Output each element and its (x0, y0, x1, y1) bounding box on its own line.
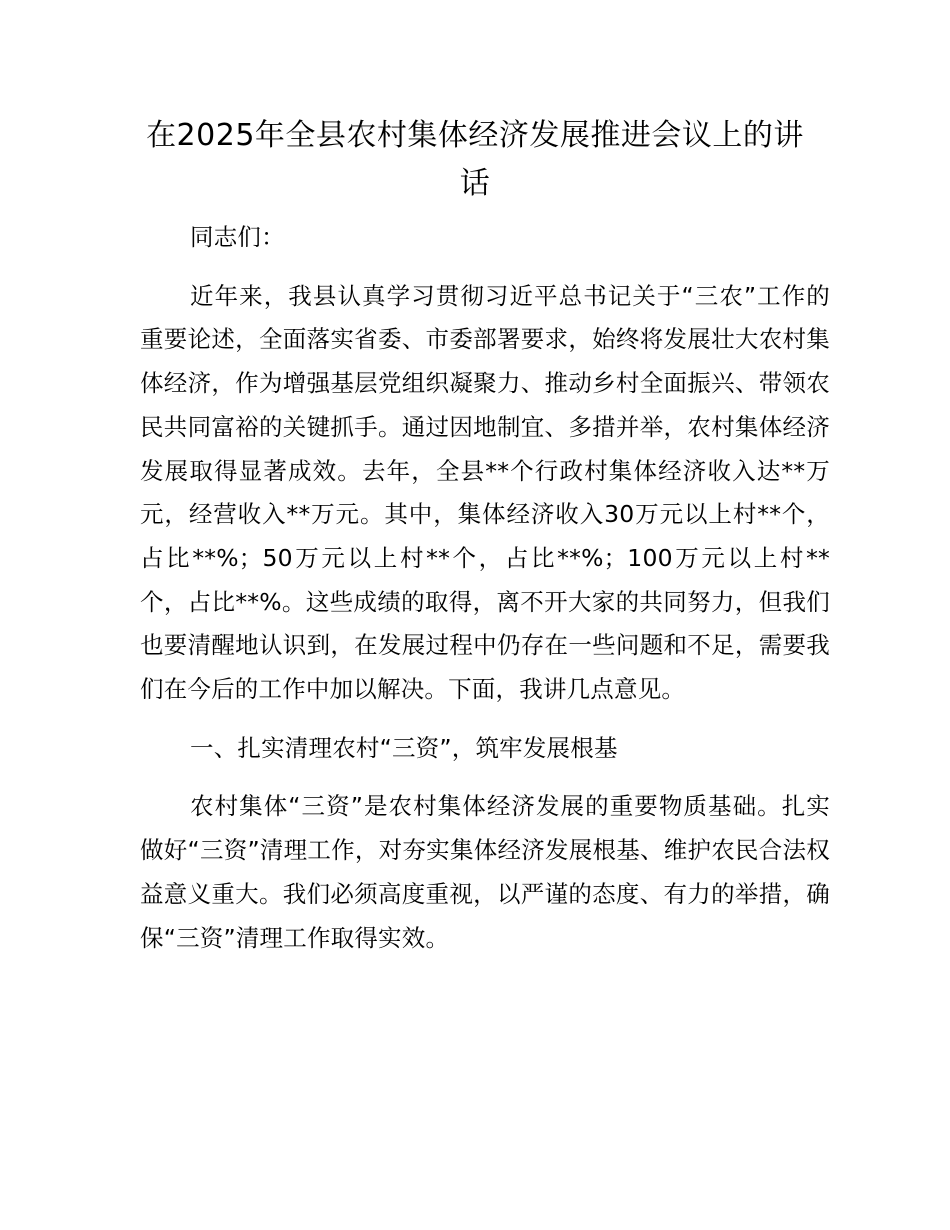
page-title: 在2025年全县农村集体经济发展推进会议上的讲话 (146, 118, 804, 201)
paragraph-section-1: 农村集体“三资”是农村集体经济发展的重要物质基础。扎实做好“三资”清理工作，对夯实集体经济发展根基、维护农民合法权益意义重大。我们必须高度重视，以严谨的态度、有力的举措，确保“三资”清理工作取得实效。 (140, 792, 830, 952)
document-body (140, 216, 830, 975)
salutation: 同志们： (190, 223, 285, 251)
section-heading-1: 一、扎实清理农村“三资”，筑牢发展根基 (190, 733, 618, 762)
paragraph-intro: 近年来，我县认真学习贯彻习近平总书记关于“三农”工作的重要论述，全面落实省委、市委部署要求，始终将发展壮大农村集体经济，作为增强基层党组织凝聚力、推动乡村全面振兴、带领农民共同富裕的关键抓手。通过因地制宜、多措并举，农村集体经济发展取得显著成效。去年，全县**个行政村集体经济收入达**万元，经营收入**万元。其中，集体经济收入30万元以上村**个，占比**%；50万元以上村**个，占比**%；100万元以上村**个，占比**%。这些成绩的取得，离不开大家的共同努力，但我们也要清醒地认识到，在发展过程中仍存在一些问题和不足，需要我们在今后的工作中加以解决。下面，我讲几点意见。 (140, 281, 830, 704)
